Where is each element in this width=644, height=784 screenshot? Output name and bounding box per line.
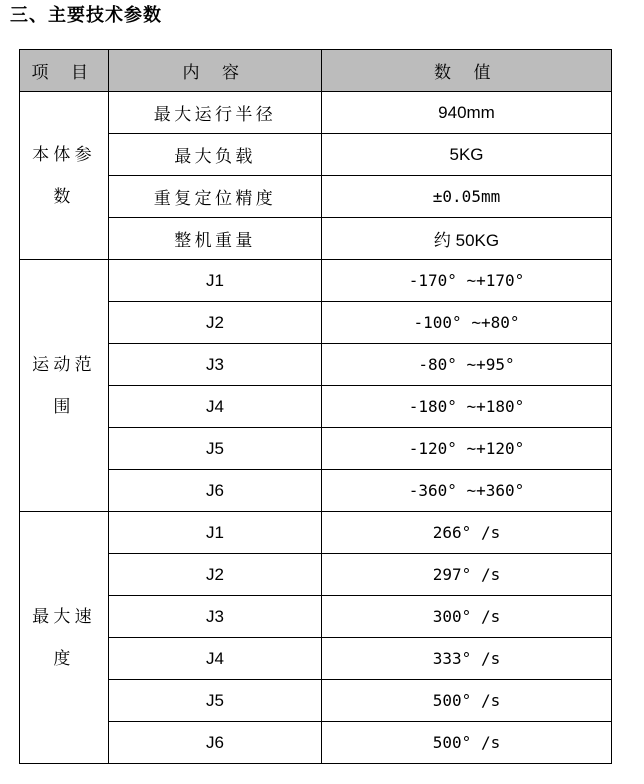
param-name: 最大负载 [109,134,322,176]
header-value: 数 值 [322,50,612,92]
joint-name: J4 [109,386,322,428]
table-row [20,134,612,176]
table-row [20,722,612,764]
joint-name: J2 [109,554,322,596]
table-row [20,638,612,680]
section-heading: 三、主要技术参数 [10,5,162,26]
header-item: 项 目 [20,50,109,92]
joint-value: -170° ~+170° [322,260,612,302]
spec-table [19,49,612,764]
joint-name: J1 [109,512,322,554]
table-row [20,428,612,470]
param-value: 约 50KG [322,218,612,260]
param-name: 整机重量 [109,218,322,260]
param-name: 最大运行半径 [109,92,322,134]
joint-value: -360° ~+360° [322,470,612,512]
table-row [20,554,612,596]
joint-name: J1 [109,260,322,302]
joint-name: J6 [109,470,322,512]
joint-value: 297° /s [322,554,612,596]
table-header-row [20,50,612,92]
header-content: 内 容 [109,50,322,92]
table-row [20,260,612,302]
table-row [20,176,612,218]
table-row [20,386,612,428]
table-row [20,680,612,722]
joint-value: 500° /s [322,680,612,722]
joint-value: 500° /s [322,722,612,764]
joint-name: J3 [109,344,322,386]
joint-value: 333° /s [322,638,612,680]
joint-value: -120° ~+120° [322,428,612,470]
group-label-max-speed: 最大速度 [20,512,109,764]
table-row [20,512,612,554]
table-row [20,596,612,638]
joint-value: -80° ~+95° [322,344,612,386]
table-row [20,470,612,512]
joint-name: J5 [109,680,322,722]
table-row [20,302,612,344]
joint-value: -180° ~+180° [322,386,612,428]
joint-name: J5 [109,428,322,470]
joint-value: -100° ~+80° [322,302,612,344]
joint-name: J2 [109,302,322,344]
joint-value: 266° /s [322,512,612,554]
joint-value: 300° /s [322,596,612,638]
table-row [20,344,612,386]
param-value: 5KG [322,134,612,176]
joint-name: J6 [109,722,322,764]
group-label-body-params: 本体参数 [20,92,109,260]
joint-name: J4 [109,638,322,680]
group-label-motion-range: 运动范围 [20,260,109,512]
table-row [20,218,612,260]
param-value: ±0.05mm [322,176,612,218]
param-value: 940mm [322,92,612,134]
table-row [20,92,612,134]
joint-name: J3 [109,596,322,638]
param-name: 重复定位精度 [109,176,322,218]
